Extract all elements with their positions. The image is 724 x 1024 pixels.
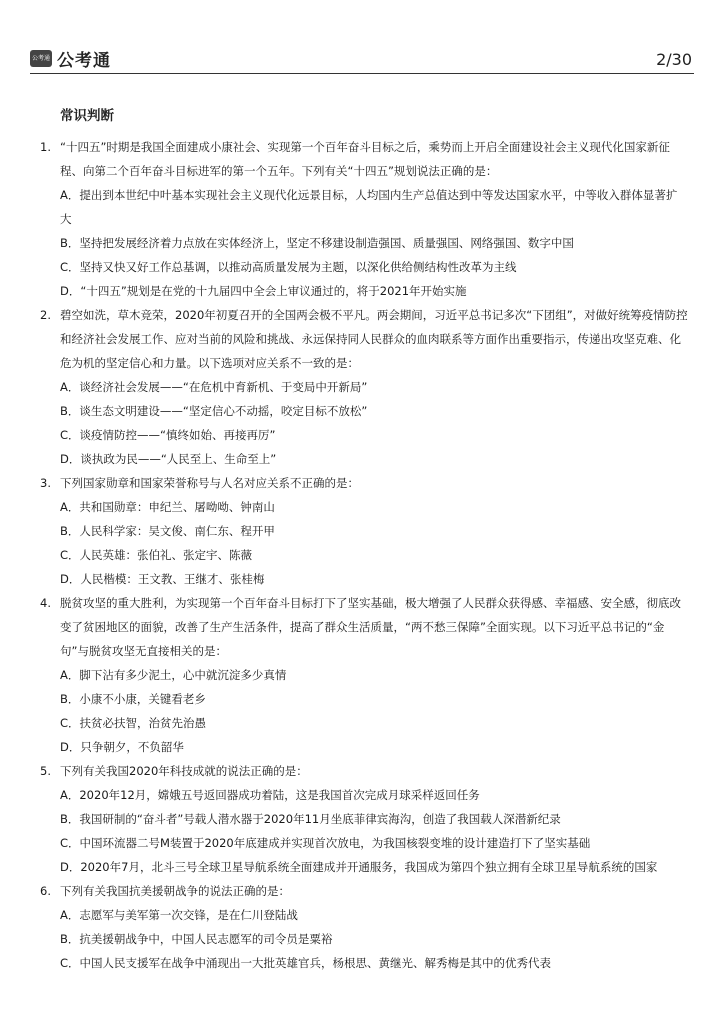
page-number: 2/30: [656, 50, 692, 69]
question-number: 2.: [40, 308, 51, 322]
option-a: A．脚下沾有多少泥土，心中就沉淀多少真情: [60, 668, 287, 682]
option-c: C．中国环流器二号M装置于2020年底建成并实现首次放电，为我国核裂变堆的设计建造打下了坚实基础: [60, 836, 591, 850]
option-d: D．人民楷模：王文教、王继才、张桂梅: [60, 572, 265, 586]
option-d: D．“十四五”规划是在党的十九届四中全会上审议通过的，将于2021年开始实施: [60, 284, 467, 298]
option-b: B．抗美援朝战争中，中国人民志愿军的司令员是粟裕: [60, 932, 333, 946]
question-stem: 下列有关我国抗美援朝战争的说法正确的是：: [60, 884, 290, 898]
question-number: 6.: [40, 884, 51, 898]
option-c: C．扶贫必扶智，治贫先治愚: [60, 716, 207, 730]
option-b: B．谈生态文明建设——“坚定信心不动摇，咬定目标不放松”: [60, 404, 368, 418]
question-stem: 下列国家勋章和国家荣誉称号与人名对应关系不正确的是：: [60, 476, 359, 490]
option-a: A．提出到本世纪中叶基本实现社会主义现代化远景目标，人均国内生产总值达到中等发达国家水平，中等收入群体显著扩大: [60, 188, 678, 226]
question-stem: “十四五”时期是我国全面建成小康社会、实现第一个百年奋斗目标之后，乘势而上开启全面建设社会主义现代化国家新征程、向第二个百年奋斗目标进军的第一个五年。下列有关“十四五”规划说法正确的是：: [60, 140, 670, 178]
question-number: 4.: [40, 596, 51, 610]
option-d: D．只争朝夕，不负韶华: [60, 740, 184, 754]
option-b: B．我国研制的“奋斗者”号载人潜水器于2020年11月坐底菲律宾海沟，创造了我国载人深潜新纪录: [60, 812, 561, 826]
question-stem: 碧空如洗，草木竞荣，2020年初夏召开的全国两会极不平凡。两会期间，习近平总书记多次“下团组”，对做好统筹疫情防控和经济社会发展工作、应对当前的风险和挑战、永远保持同人民群众的血肉联系等方面作出重要指示，传递出攻坚克难、化危为机的坚定信心和力量。以下选项对应关系不一致的是：: [60, 308, 688, 370]
question-number: 3.: [40, 476, 51, 490]
header-divider: [30, 73, 694, 74]
option-c: C．人民英雄：张伯礼、张定宇、陈薇: [60, 548, 253, 562]
option-b: B．小康不小康，关键看老乡: [60, 692, 206, 706]
question-stem: 脱贫攻坚的重大胜利，为实现第一个百年奋斗目标打下了坚实基础，极大增强了人民群众获得感、幸福感、安全感，彻底改变了贫困地区的面貌，改善了生产生活条件，提高了群众生活质量，“两不愁三保障”全面实现。以下习近平总书记的“金句”与脱贫攻坚无直接相关的是：: [60, 596, 681, 658]
option-b: B．坚持把发展经济着力点放在实体经济上，坚定不移建设制造强国、质量强国、网络强国、数字中国: [60, 236, 574, 250]
option-d: D．2020年7月，北斗三号全球卫星导航系统全面建成并开通服务，我国成为第四个独立拥有全球卫星导航系统的国家: [60, 860, 658, 874]
question-stem: 下列有关我国2020年科技成就的说法正确的是：: [60, 764, 308, 778]
question-number: 1.: [40, 140, 51, 154]
option-a: A．2020年12月，嫦娥五号返回器成功着陆，这是我国首次完成月球采样返回任务: [60, 788, 480, 802]
option-a: A．共和国勋章：申纪兰、屠呦呦、钟南山: [60, 500, 275, 514]
page-header: [30, 44, 694, 74]
option-d: D．谈执政为民——“人民至上、生命至上”: [60, 452, 277, 466]
question-number: 5.: [40, 764, 51, 778]
option-a: A．志愿军与美军第一次交锋，是在仁川登陆战: [60, 908, 298, 922]
option-b: B．人民科学家：吴文俊、南仁东、程开甲: [60, 524, 275, 538]
option-c: C．中国人民支援军在战争中涌现出一大批英雄官兵，杨根思、黄继光、解秀梅是其中的优秀代表: [60, 956, 552, 970]
logo-badge: 公考通: [30, 50, 52, 67]
section-title: 常识判断: [60, 108, 114, 124]
option-a: A．谈经济社会发展——“在危机中育新机、于变局中开新局”: [60, 380, 368, 394]
option-c: C．谈疫情防控——“慎终如始、再接再厉”: [60, 428, 276, 442]
option-c: C．坚持又快又好工作总基调，以推动高质量发展为主题，以深化供给侧结构性改革为主线: [60, 260, 517, 274]
logo-text: 公考通: [57, 51, 111, 71]
